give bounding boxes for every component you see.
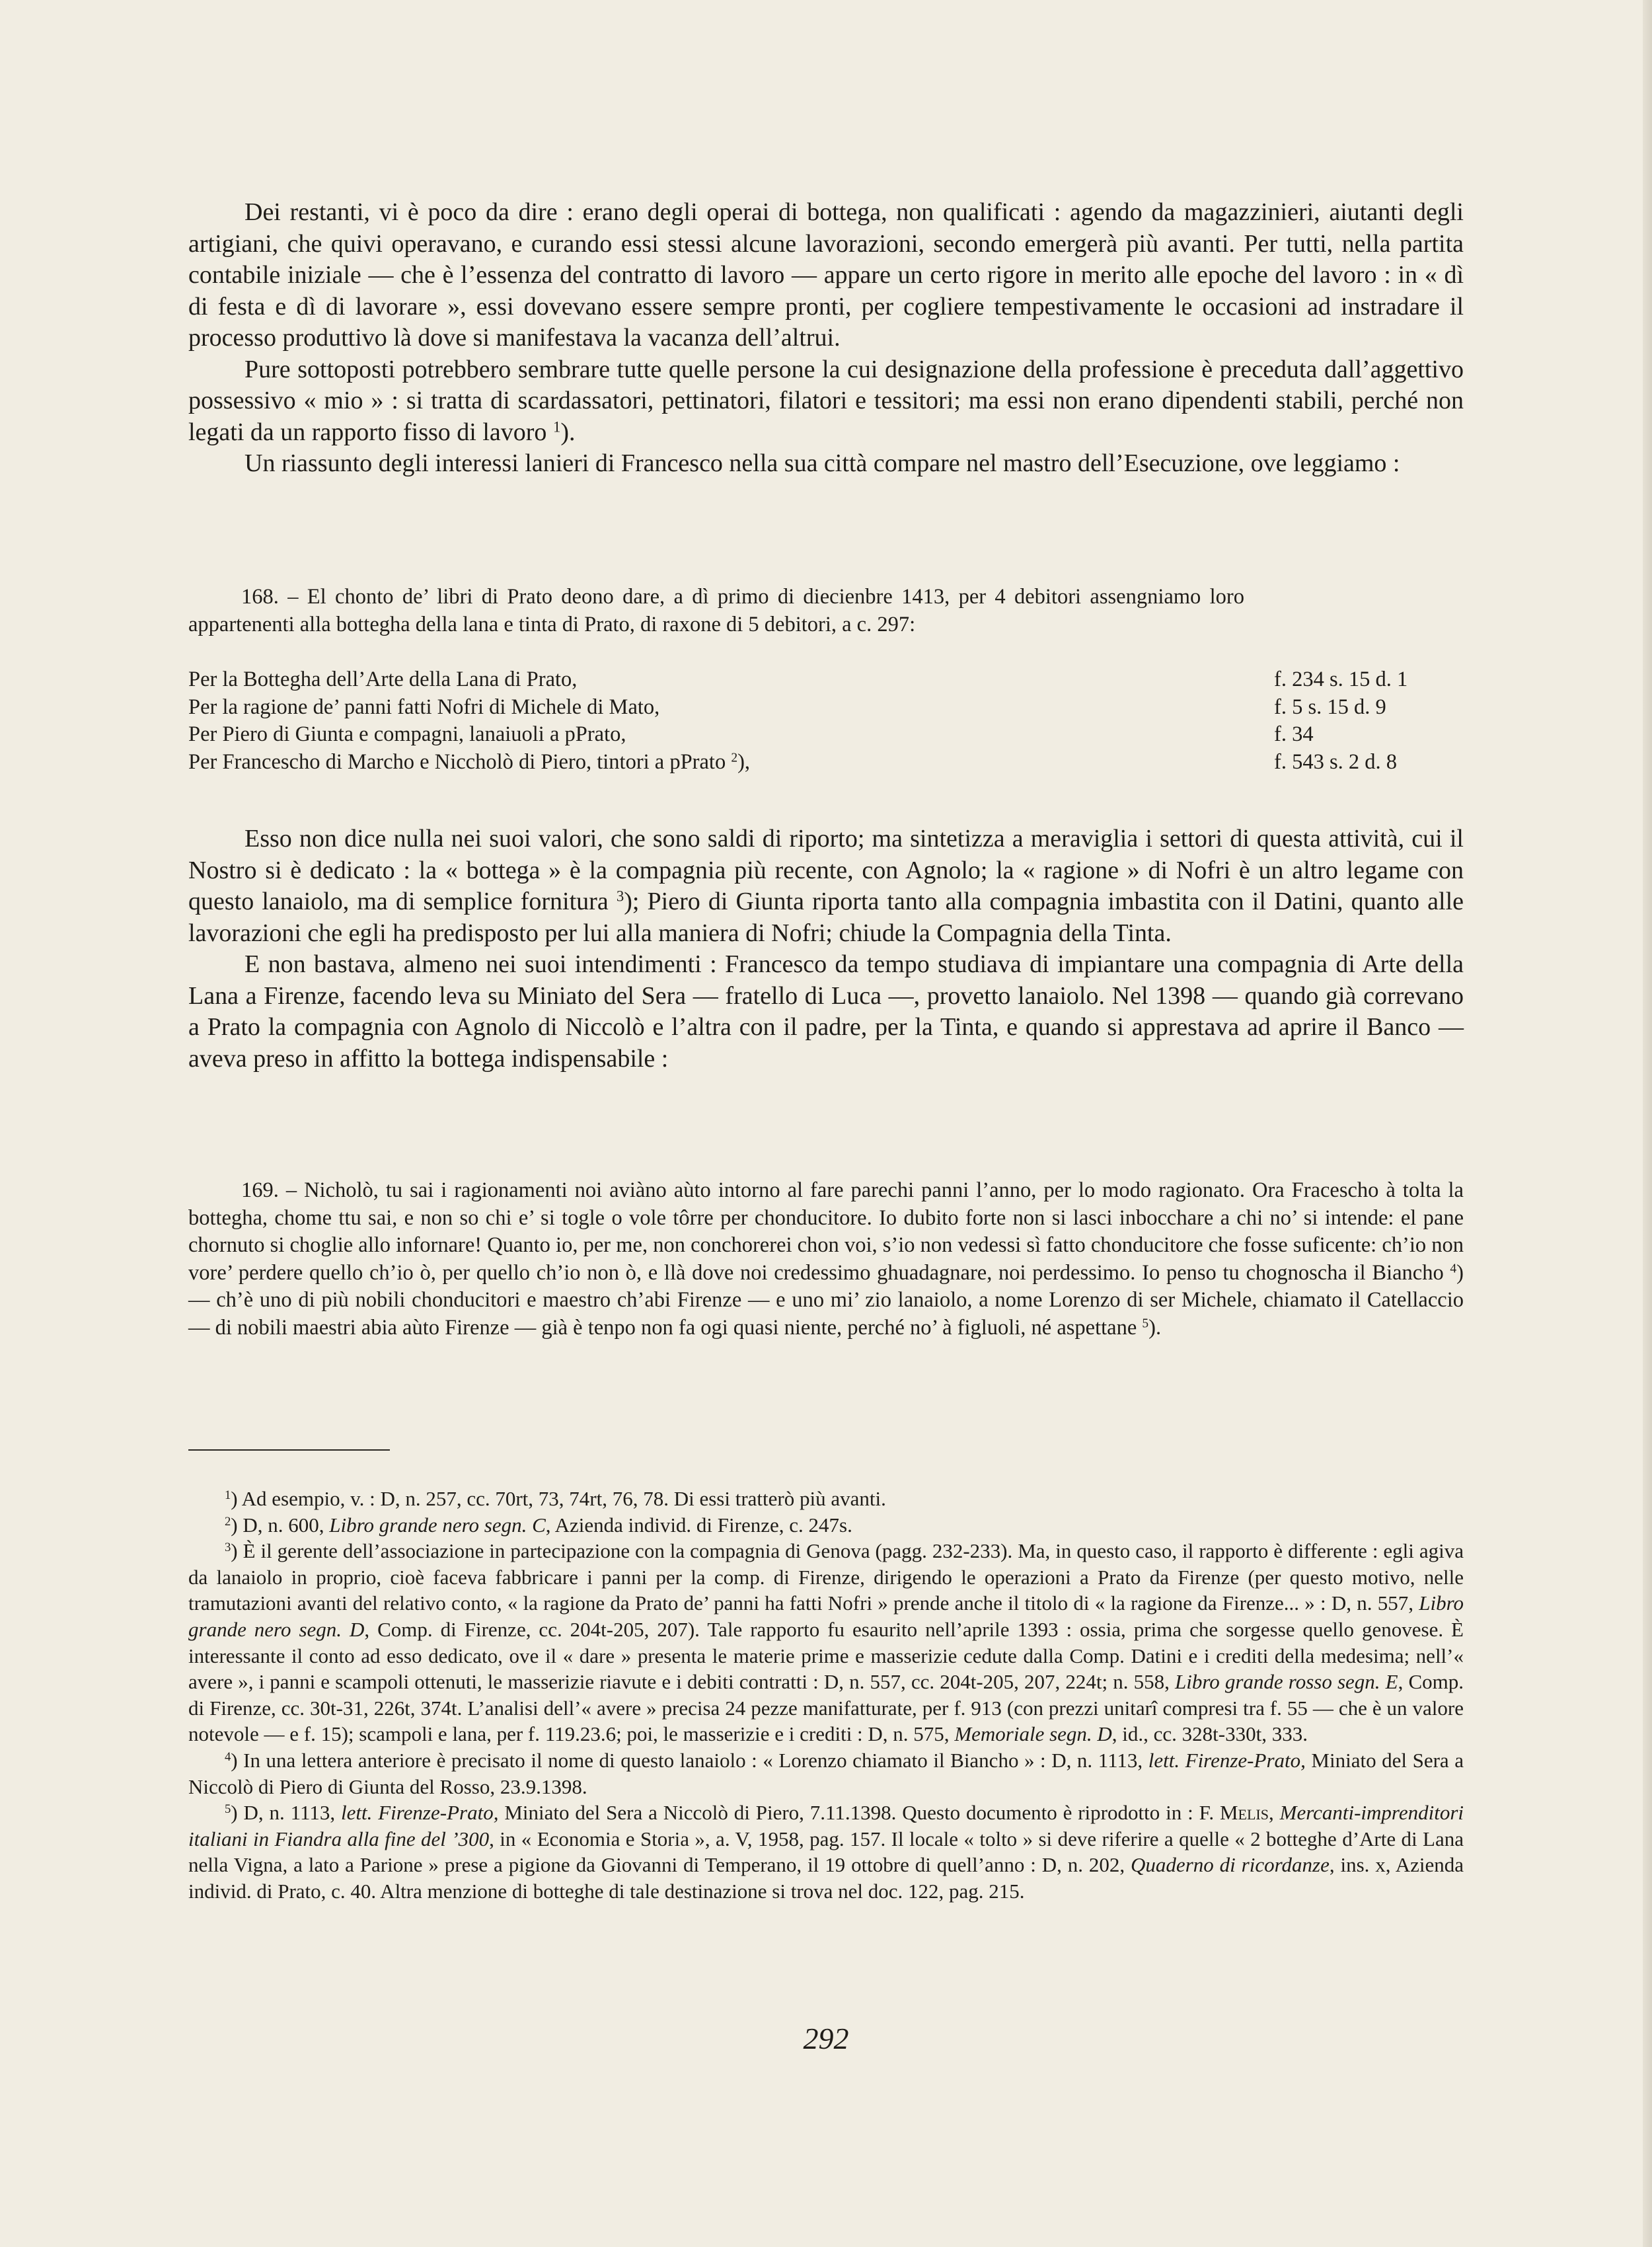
footnote-4: $^4$) In una lettera anteriore è precisato il nome di questo lanaiolo : « Lorenzo chiamato il Biancho » : D, n. 1113, lett. Firenze-Prato, Miniato del Sera a Niccolò di Piero di Giunta del Rosso, 23.9.1398.	[188, 1748, 1464, 1798]
footnote-2: $^2$) D, n. 600, Libro grande nero segn. C, Azienda individ. di Firenze, c. 247s.	[225, 1513, 852, 1537]
paragraph-bastava: E non bastava, almeno nei suoi intendimenti : Francesco da tempo studiava di impiantare una compagnia di Arte della Lana a Firenze, facendo leva su Miniato del Sera — fratello di Luca —, provetto lanaiolo. Nel 1398 — quando già correvano a Prato la compagnia con Agnolo di Niccolò e l’altra con il padre, per la Tinta, e quando si apprestava ad aprire il Banco — aveva preso in affitto la bottega indispensabile :	[188, 950, 1464, 1073]
paragraph-esso: Esso non dice nulla nei suoi valori, che sono saldi di riporto; ma sintetizza a meraviglia i settori di questa attività, cui il Nostro si è dedicato : la « bottega » è la compagnia più recente, con Agnolo; la « ragione » di Nofri è un altro legame con questo lanaiolo, ma di semplice fornitura $^3$); Piero di Giunta riporta tanto alla compagnia imbastita con il Datini, quanto alle lavorazioni che egli ha predisposto per lui alla maniera di Nofri; chiude la Compagnia della Tinta.	[188, 825, 1464, 947]
footnote-1: $^1$) Ad esempio, v. : D, n. 257, cc. 70rt, 73, 74rt, 76, 78. Di essi tratterò più avanti.	[225, 1487, 886, 1510]
footnote-3: $^3$) È il gerente dell’associazione in partecipazione con la compagnia di Genova (pagg. 232-233). Ma, in questo caso, il rapporto è differente : egli agiva da lanaiolo in proprio, cioè faceva fabbricare i panni per la comp. di Firenze, dirigendo le operazioni a Prato da Firenze (per questo motivo, nelle tramutazioni avanti del relativo conto, « la ragione da Prato de’ panni ha fatti Nofri » prende anche il titolo di « la ragione da Firenze... » : D, n. 557, Libro grande nero segn. D, Comp. di Firenze, cc. 204t-205, 207). Tale rapporto fu esaurito nell’aprile 1393 : ossia, prima che sorgesse quello genovese. È interessante il conto ad esso dedicato, ove il « dare » presenta le materie prime e masserizie cedute dalla Comp. Datini e i crediti della medesima; nell’« avere », i panni e scampoli ottenuti, le masserizie riavute e i debiti contratti : D, n. 557, cc. 204t-205, 207, 224t; n. 558, Libro grande rosso segn. E, Comp. di Firenze, cc. 30t-31, 226t, 374t. L’analisi dell’« avere » precisa 24 pezze manifatturate, per f. 913 (con prezzi unitarî compresi tra f. 55 — che è un valore notevole — e f. 15); scampoli e lana, per f. 119.23.6; poi, le masserizie e i crediti : D, n. 575, Memoriale segn. D, id., cc. 328t-330t, 333.	[188, 1539, 1464, 1746]
ledger-row: Per Francescho di Marcho e Niccholò di Piero, tintori a pPrato $^2$), f. 543 s. 2 d. 8	[188, 749, 1397, 774]
body-text-top	[188, 197, 1464, 480]
paragraph-riassunto: Un riassunto degli interessi lanieri di Francesco nella sua città compare nel mastro dell’Esecuzione, ove leggiamo :	[244, 449, 1400, 477]
footnotes	[188, 1486, 1464, 1905]
page-edge	[1643, 0, 1652, 2247]
paragraph-sottoposti: Pure sottoposti potrebbero sembrare tutte quelle persone la cui designazione della professione è preceduta dall’aggettivo possessivo « mio » : si tratta di scardassatori, pettinatori, filatori e tessitori; ma essi non erano dipendenti stabili, perché non legati da un rapporto fisso di lavoro $^1$).	[188, 355, 1464, 446]
ledger-row: Per la ragione de’ panni fatti Nofri di Michele di Mato, f. 5 s. 15 d. 9	[188, 695, 1386, 719]
footnote-rule	[188, 1449, 390, 1451]
ledger-168	[188, 666, 1464, 776]
ledger-row: Per Piero di Giunta e compagni, lanaiuoli a pPrato, f. 34	[188, 722, 1314, 746]
document-168-intro: 168. – El chonto de’ libri di Prato deono dare, a dì primo di diecienbre 1413, per 4 debitori assengniamo loro appartenenti alla bottegha della lana e tinta di Prato, di raxone di 5 debitori, a c. 297:	[188, 585, 1244, 636]
document-169: 169. – Nicholò, tu sai i ragionamenti noi aviàno aùto intorno al fare parechi panni l’anno, per lo modo ragionato. Ora Fracescho à tolta la bottegha, chome ttu sai, e non so chi e’ si togle o vole tôrre per chonducitore. Io dubito forte non si lasci inbocchare a chi no’ si intende: el pane chornuto si choglie allo infornare! Quanto io, per me, non conchorerei chon voi, s’io non vedessi sì fatto chonducitore che fosse suficente: ch’io non vore’ perdere quello ch’io ò, per quello ch’io non ò, e llà dove noi credessimo ghuadagnare, noi perdessimo. Io penso tu chognoscha il Biancho $^4$) — ch’è uno di più nobili chonducitori e maestro ch’abi Firenze — e uno mi’ zio lanaiolo, a nome Lorenzo di ser Michele, chiamato il Catellaccio — di nobili maestri abia aùto Firenze — già è tenpo non fa ogi quasi niente, perché no’ à figluoli, né aspettane $^5$).	[188, 1178, 1464, 1340]
ledger-row: Per la Bottegha dell’Arte della Lana di Prato, f. 234 s. 15 d. 1	[188, 667, 1408, 691]
body-text-middle	[188, 823, 1464, 1075]
page-number: 292	[803, 2022, 849, 2055]
paragraph-restanti: Dei restanti, vi è poco da dire : erano degli operai di bottega, non qualificati : agendo da magazzinieri, aiutanti degli artigiani, che quivi operavano, e curando essi stessi alcune lavorazioni, secondo emergerà più avanti. Per tutti, nella partita contabile iniziale — che è l’essenza del contratto di lavoro — appare un certo rigore in merito alle epoche del lavoro : in « dì di festa e dì di lavorare », essi dovevano essere sempre pronti, per cogliere tempestivamente le occasioni ad instradare il processo produttivo là dove si manifestava la vacanza dell’altrui.	[188, 198, 1464, 352]
footnote-5: $^5$) D, n. 1113, lett. Firenze-Prato, Miniato del Sera a Niccolò di Piero, 7.11.1398. Questo documento è riprodotto in : F. Melis, Mercanti-imprenditori italiani in Fiandra alla fine del ’300, in « Economia e Storia », a. V, 1958, pag. 157. Il locale « tolto » si deve riferire a quelle « 2 botteghe d’Arte di Lana nella Vigna, a lato a Parione » prese a pigione da Giovanni di Temperano, il 19 ottobre di quell’anno : D, n. 202, Quaderno di ricordanze, ins. x, Azienda individ. di Prato, c. 40. Altra menzione di botteghe di tale destinazione si trova nel doc. 122, pag. 215.	[188, 1801, 1464, 1903]
